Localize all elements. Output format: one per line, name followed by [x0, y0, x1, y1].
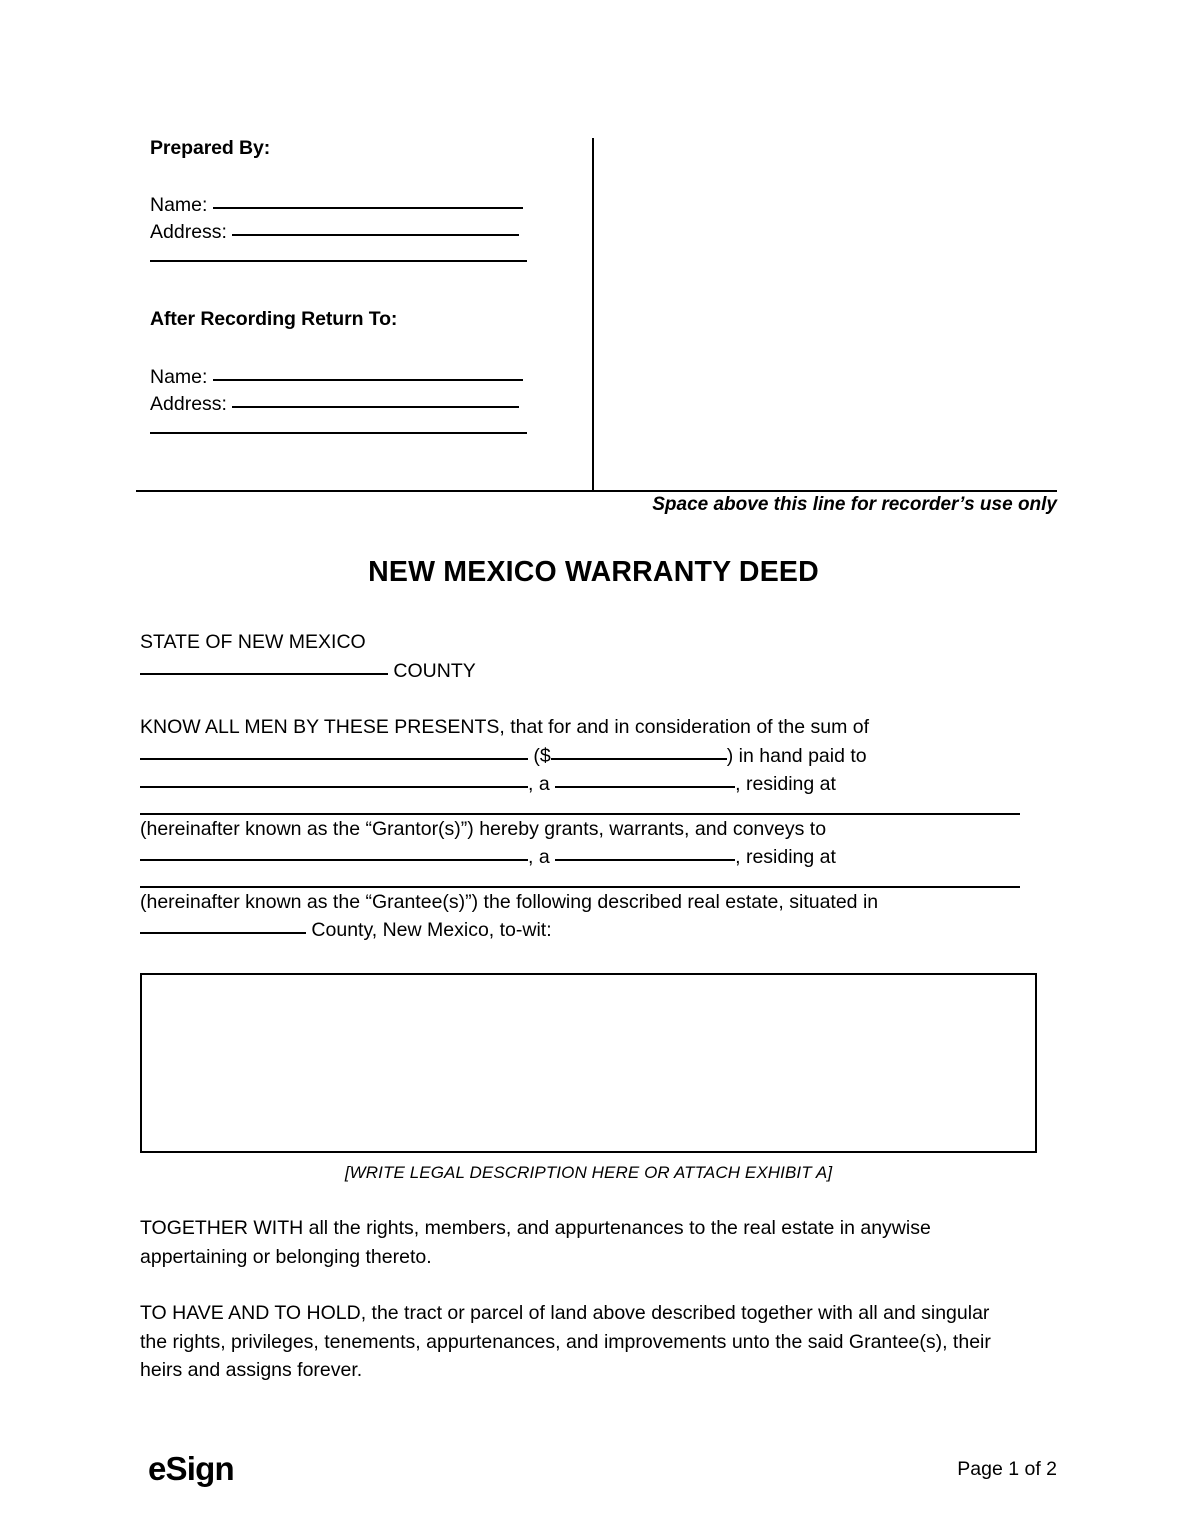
grantor-name-field[interactable]: [140, 771, 528, 788]
grantor-residing-at-label: , residing at: [735, 773, 836, 795]
deed-body: [140, 628, 1020, 945]
county-suffix-label: COUNTY: [393, 659, 476, 682]
return-to-address-row: [150, 390, 590, 417]
page-number: Page 1 of 2: [957, 1458, 1057, 1480]
recorder-header-block: [136, 138, 1057, 492]
property-county-suffix-label: County, New Mexico, to-wit:: [311, 919, 552, 941]
grantor-comma-a-label: , a: [528, 773, 550, 795]
prepared-by-name-row: [150, 191, 590, 218]
return-to-name-row: [150, 363, 590, 390]
grantee-name-field[interactable]: [140, 844, 528, 861]
legal-description-caption: [WRITE LEGAL DESCRIPTION HERE OR ATTACH EXHIBIT A]: [344, 1163, 833, 1182]
return-to-address-label: Address:: [150, 392, 227, 415]
deed-lower-clauses: [140, 1214, 1020, 1385]
dollar-open-label: ($: [533, 744, 551, 767]
grantee-residing-at-label: , residing at: [735, 846, 836, 868]
page-title: NEW MEXICO WARRANTY DEED: [368, 556, 819, 588]
page-footer: [140, 1452, 1057, 1492]
prepared-by-address-field[interactable]: [232, 218, 519, 236]
return-to-name-label: Name:: [150, 365, 208, 388]
esign-logo: eSign: [148, 1450, 234, 1487]
grantee-comma-a-label: , a: [528, 846, 550, 868]
know-all-men-line: KNOW ALL MEN BY THESE PRESENTS, that for and in consideration of the sum of: [140, 716, 870, 738]
prepared-by-address-label: Address:: [150, 221, 227, 244]
prepared-by-name-field[interactable]: [213, 191, 523, 209]
grantor-name-line: [140, 770, 1020, 799]
together-with-clause: TOGETHER WITH all the rights, members, and appurtenances to the real estate in anywise appertaining or belonging thereto.: [140, 1217, 931, 1268]
property-county-field[interactable]: [140, 917, 306, 934]
return-to-name-field[interactable]: [213, 363, 523, 381]
prepared-by-heading: Prepared By:: [150, 137, 271, 159]
grantor-entity-type-field[interactable]: [555, 771, 735, 788]
prepared-by-name-label: Name:: [150, 194, 208, 217]
recorder-left-column: [150, 138, 590, 434]
grantee-entity-type-field[interactable]: [555, 844, 735, 861]
county-line: [140, 657, 1020, 686]
recorder-vertical-divider: [592, 138, 594, 492]
grantee-name-line: [140, 843, 1020, 872]
state-of-new-mexico-line: STATE OF NEW MEXICO: [140, 631, 366, 653]
prepared-by-address-row: [150, 218, 590, 245]
after-recording-return-to-heading: After Recording Return To:: [150, 308, 398, 331]
return-to-address-field-line2[interactable]: [150, 432, 527, 434]
consideration-words-field[interactable]: [140, 743, 528, 760]
to-have-and-to-hold-clause: TO HAVE AND TO HOLD, the tract or parcel of land above described together with all and singular the rights, privileges, tenements, appurtenances, and improvements unto the said Grantee(s), their heirs and assigns forever.: [140, 1302, 991, 1381]
dollar-close-label: ) in hand paid to: [726, 744, 867, 767]
legal-description-box[interactable]: [140, 973, 1037, 1153]
return-to-address-field[interactable]: [232, 390, 519, 408]
county-field[interactable]: [140, 658, 388, 675]
recorder-use-caption: Space above this line for recorder’s use only: [652, 494, 1057, 515]
grantor-clause: (hereinafter known as the “Grantor(s)”) hereby grants, warrants, and conveys to: [140, 817, 827, 840]
consideration-amount-line: [140, 742, 1020, 771]
grantee-clause: (hereinafter known as the “Grantee(s)”) the following described real estate, situated in: [140, 890, 879, 913]
property-county-line: [140, 916, 1020, 945]
consideration-numeric-field[interactable]: [551, 743, 727, 760]
recorder-bottom-rule: [136, 490, 1057, 492]
